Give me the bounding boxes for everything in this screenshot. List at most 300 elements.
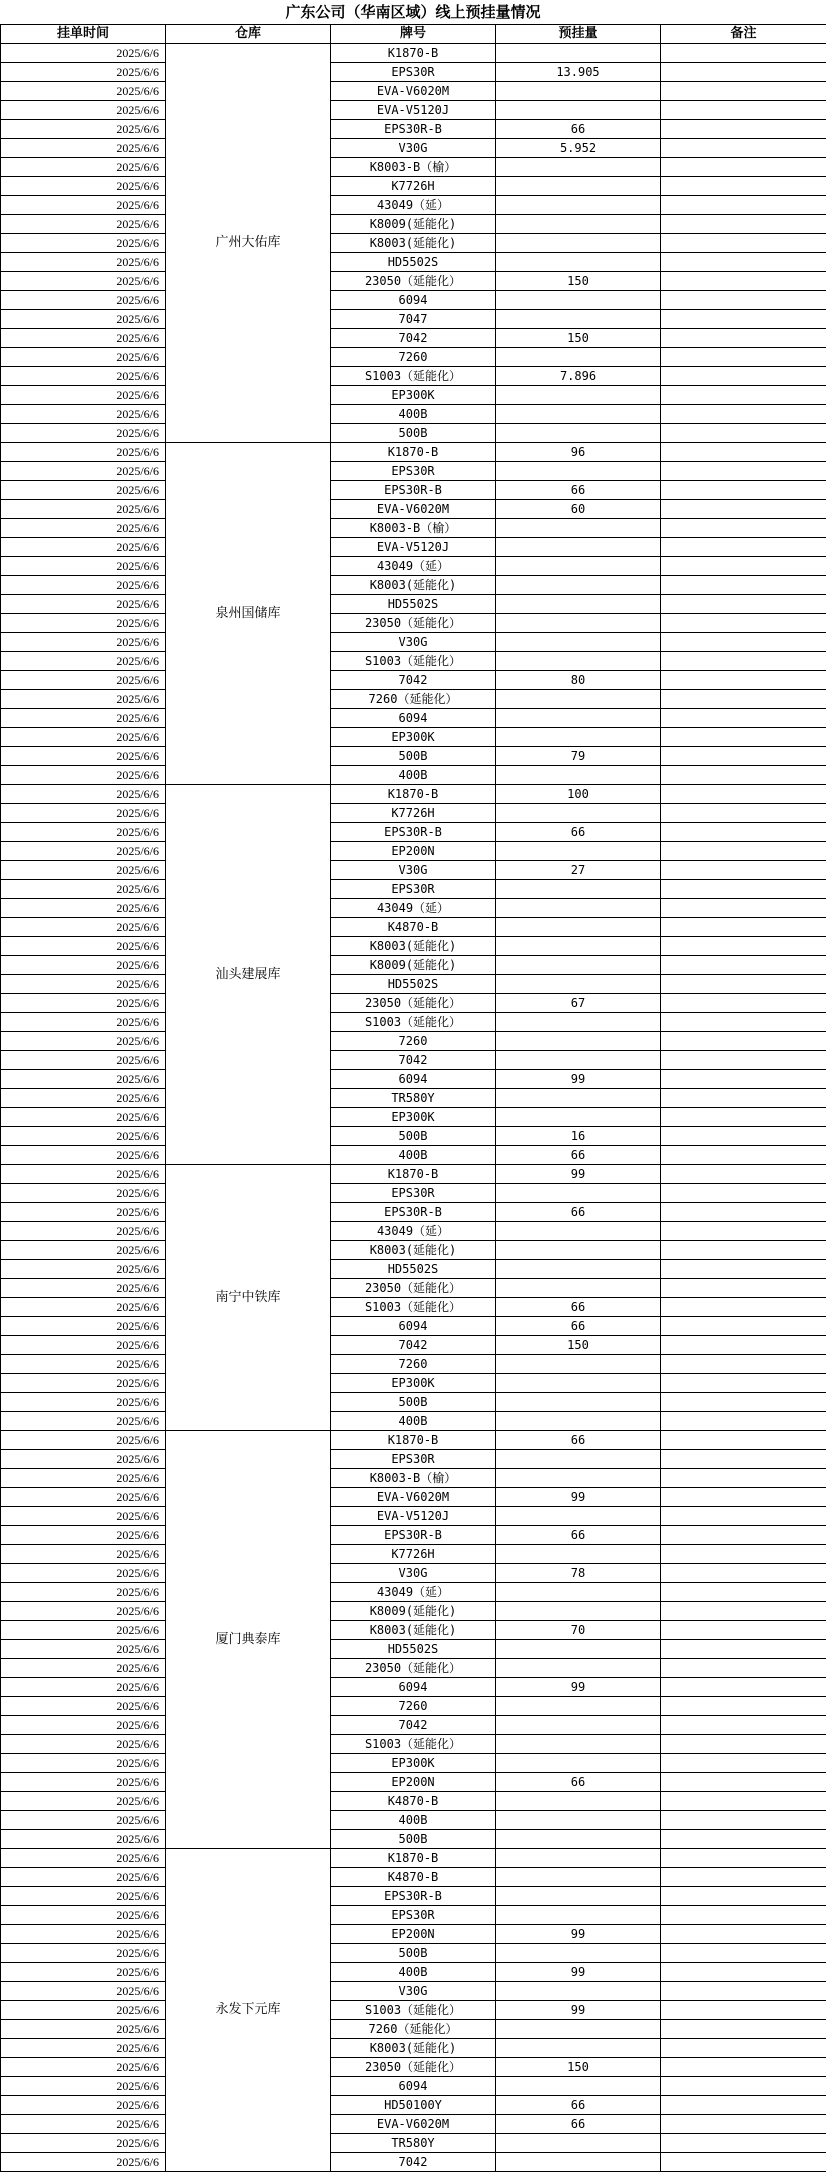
cell-remarks	[661, 2134, 826, 2153]
cell-remarks	[661, 557, 826, 576]
cell-grade: K7726H	[331, 804, 496, 823]
cell-quantity	[496, 557, 661, 576]
cell-warehouse: 广州大佑库	[166, 44, 331, 443]
cell-date: 2025/6/6	[1, 576, 166, 595]
cell-quantity: 99	[496, 1925, 661, 1944]
cell-date: 2025/6/6	[1, 1298, 166, 1317]
cell-quantity: 66	[496, 823, 661, 842]
table-row	[1, 1754, 826, 1773]
cell-grade: EVA-V5120J	[331, 1507, 496, 1526]
table-row	[1, 2020, 826, 2039]
cell-quantity: 99	[496, 1165, 661, 1184]
cell-grade: 500B	[331, 1393, 496, 1412]
cell-remarks	[661, 956, 826, 975]
cell-warehouse: 永发下元库	[166, 1849, 331, 2172]
cell-grade: EP200N	[331, 1773, 496, 1792]
cell-grade: TR580Y	[331, 1089, 496, 1108]
cell-date: 2025/6/6	[1, 1830, 166, 1849]
table-row	[1, 1868, 826, 1887]
header-row	[1, 25, 826, 44]
table-row	[1, 443, 826, 462]
table-row	[1, 234, 826, 253]
cell-date: 2025/6/6	[1, 1792, 166, 1811]
cell-grade: 400B	[331, 1146, 496, 1165]
cell-date: 2025/6/6	[1, 1127, 166, 1146]
cell-remarks	[661, 1526, 826, 1545]
cell-remarks	[661, 1564, 826, 1583]
cell-grade: V30G	[331, 861, 496, 880]
cell-remarks	[661, 1963, 826, 1982]
cell-grade: 43049（延）	[331, 557, 496, 576]
cell-quantity: 99	[496, 1070, 661, 1089]
cell-date: 2025/6/6	[1, 1811, 166, 1830]
table-row	[1, 1659, 826, 1678]
cell-date: 2025/6/6	[1, 1507, 166, 1526]
cell-date: 2025/6/6	[1, 728, 166, 747]
cell-quantity	[496, 82, 661, 101]
table-row	[1, 1070, 826, 1089]
cell-grade: 6094	[331, 1678, 496, 1697]
cell-date: 2025/6/6	[1, 196, 166, 215]
cell-grade: K8003(延能化)	[331, 234, 496, 253]
cell-quantity	[496, 595, 661, 614]
cell-remarks	[661, 1849, 826, 1868]
cell-quantity	[496, 1241, 661, 1260]
cell-quantity	[496, 291, 661, 310]
table-row	[1, 1032, 826, 1051]
cell-quantity	[496, 1849, 661, 1868]
table-row	[1, 804, 826, 823]
cell-grade: 400B	[331, 1963, 496, 1982]
cell-remarks	[661, 1355, 826, 1374]
cell-grade: K1870-B	[331, 1849, 496, 1868]
table-row	[1, 1944, 826, 1963]
cell-remarks	[661, 329, 826, 348]
cell-quantity	[496, 44, 661, 63]
table-row	[1, 1260, 826, 1279]
cell-date: 2025/6/6	[1, 1013, 166, 1032]
cell-date: 2025/6/6	[1, 595, 166, 614]
table-row	[1, 1925, 826, 1944]
cell-date: 2025/6/6	[1, 1545, 166, 1564]
cell-remarks	[661, 1393, 826, 1412]
cell-grade: K8003(延能化)	[331, 1621, 496, 1640]
cell-remarks	[661, 1545, 826, 1564]
table-row	[1, 1222, 826, 1241]
table-row	[1, 652, 826, 671]
cell-grade: HD50100Y	[331, 2096, 496, 2115]
cell-date: 2025/6/6	[1, 785, 166, 804]
cell-remarks	[661, 82, 826, 101]
cell-grade: 43049（延）	[331, 1583, 496, 1602]
cell-date: 2025/6/6	[1, 1089, 166, 1108]
cell-quantity	[496, 1507, 661, 1526]
table-row	[1, 291, 826, 310]
cell-remarks	[661, 386, 826, 405]
cell-quantity	[496, 196, 661, 215]
cell-remarks	[661, 519, 826, 538]
header-grade: 牌号	[331, 25, 496, 44]
table-row	[1, 1279, 826, 1298]
header-remarks: 备注	[661, 25, 826, 44]
cell-date: 2025/6/6	[1, 1032, 166, 1051]
cell-grade: HD5502S	[331, 1260, 496, 1279]
cell-date: 2025/6/6	[1, 804, 166, 823]
cell-grade: K1870-B	[331, 1431, 496, 1450]
cell-remarks	[661, 614, 826, 633]
cell-remarks	[661, 1792, 826, 1811]
cell-date: 2025/6/6	[1, 956, 166, 975]
cell-date: 2025/6/6	[1, 1431, 166, 1450]
cell-remarks	[661, 196, 826, 215]
cell-date: 2025/6/6	[1, 1146, 166, 1165]
table-row	[1, 1811, 826, 1830]
table-row	[1, 861, 826, 880]
cell-remarks	[661, 671, 826, 690]
cell-grade: HD5502S	[331, 595, 496, 614]
cell-quantity	[496, 1583, 661, 1602]
cell-grade: 43049（延）	[331, 1222, 496, 1241]
cell-remarks	[661, 462, 826, 481]
cell-quantity: 99	[496, 1678, 661, 1697]
table-row	[1, 348, 826, 367]
cell-quantity	[496, 1469, 661, 1488]
table-row	[1, 196, 826, 215]
table-row	[1, 880, 826, 899]
cell-quantity	[496, 1944, 661, 1963]
table-row	[1, 1773, 826, 1792]
table-row	[1, 1583, 826, 1602]
cell-quantity	[496, 234, 661, 253]
table-row	[1, 994, 826, 1013]
cell-quantity	[496, 1640, 661, 1659]
cell-grade: EP300K	[331, 1754, 496, 1773]
cell-grade: TR580Y	[331, 2134, 496, 2153]
cell-quantity: 60	[496, 500, 661, 519]
cell-date: 2025/6/6	[1, 1678, 166, 1697]
cell-quantity	[496, 348, 661, 367]
cell-grade: 500B	[331, 1830, 496, 1849]
cell-grade: EVA-V6020M	[331, 500, 496, 519]
cell-remarks	[661, 1108, 826, 1127]
cell-grade: 7042	[331, 1716, 496, 1735]
table-row	[1, 1982, 826, 2001]
cell-grade: K8003-B（榆）	[331, 158, 496, 177]
cell-remarks	[661, 1602, 826, 1621]
cell-quantity	[496, 1906, 661, 1925]
cell-quantity	[496, 158, 661, 177]
cell-grade: K8003-B（榆）	[331, 519, 496, 538]
cell-grade: EPS30R-B	[331, 823, 496, 842]
cell-quantity: 16	[496, 1127, 661, 1146]
cell-grade: 400B	[331, 1412, 496, 1431]
cell-date: 2025/6/6	[1, 462, 166, 481]
table-row	[1, 2115, 826, 2134]
cell-quantity	[496, 842, 661, 861]
cell-date: 2025/6/6	[1, 234, 166, 253]
cell-remarks	[661, 1773, 826, 1792]
cell-quantity: 66	[496, 481, 661, 500]
cell-quantity	[496, 1659, 661, 1678]
cell-date: 2025/6/6	[1, 386, 166, 405]
table-row	[1, 2058, 826, 2077]
cell-warehouse: 泉州国储库	[166, 443, 331, 785]
table-row	[1, 1241, 826, 1260]
table-row	[1, 500, 826, 519]
cell-grade: S1003（延能化）	[331, 1735, 496, 1754]
cell-date: 2025/6/6	[1, 1241, 166, 1260]
table-row	[1, 1545, 826, 1564]
cell-grade: 6094	[331, 2077, 496, 2096]
cell-date: 2025/6/6	[1, 1944, 166, 1963]
cell-quantity	[496, 1051, 661, 1070]
cell-grade: S1003（延能化）	[331, 2001, 496, 2020]
cell-remarks	[661, 1412, 826, 1431]
cell-grade: EVA-V6020M	[331, 2115, 496, 2134]
cell-remarks	[661, 1469, 826, 1488]
cell-quantity	[496, 1982, 661, 2001]
cell-grade: 6094	[331, 1317, 496, 1336]
cell-remarks	[661, 804, 826, 823]
cell-grade: HD5502S	[331, 1640, 496, 1659]
cell-remarks	[661, 1982, 826, 2001]
cell-quantity: 67	[496, 994, 661, 1013]
cell-grade: EVA-V5120J	[331, 101, 496, 120]
cell-date: 2025/6/6	[1, 1602, 166, 1621]
cell-grade: K8009(延能化)	[331, 215, 496, 234]
cell-warehouse: 厦门典泰库	[166, 1431, 331, 1849]
table-row	[1, 1412, 826, 1431]
cell-quantity	[496, 1108, 661, 1127]
cell-remarks	[661, 2153, 826, 2172]
cell-remarks	[661, 253, 826, 272]
table-row	[1, 1127, 826, 1146]
cell-remarks	[661, 500, 826, 519]
cell-date: 2025/6/6	[1, 348, 166, 367]
cell-date: 2025/6/6	[1, 880, 166, 899]
cell-quantity	[496, 386, 661, 405]
cell-date: 2025/6/6	[1, 63, 166, 82]
cell-quantity	[496, 2020, 661, 2039]
table-row	[1, 1849, 826, 1868]
cell-date: 2025/6/6	[1, 1982, 166, 2001]
cell-grade: 23050（延能化）	[331, 1279, 496, 1298]
cell-grade: K4870-B	[331, 1868, 496, 1887]
cell-grade: 7047	[331, 310, 496, 329]
cell-grade: 500B	[331, 424, 496, 443]
table-row	[1, 1507, 826, 1526]
cell-grade: K8009(延能化)	[331, 1602, 496, 1621]
cell-grade: EPS30R-B	[331, 1887, 496, 1906]
cell-grade: 6094	[331, 709, 496, 728]
cell-quantity	[496, 1013, 661, 1032]
table-row	[1, 1051, 826, 1070]
cell-quantity	[496, 1412, 661, 1431]
cell-remarks	[661, 576, 826, 595]
cell-remarks	[661, 633, 826, 652]
table-row	[1, 1203, 826, 1222]
cell-quantity	[496, 177, 661, 196]
cell-remarks	[661, 1906, 826, 1925]
cell-grade: 23050（延能化）	[331, 1659, 496, 1678]
table-row	[1, 1374, 826, 1393]
cell-quantity: 66	[496, 120, 661, 139]
cell-quantity	[496, 728, 661, 747]
table-row	[1, 272, 826, 291]
cell-grade: HD5502S	[331, 253, 496, 272]
cell-quantity	[496, 880, 661, 899]
cell-date: 2025/6/6	[1, 139, 166, 158]
cell-date: 2025/6/6	[1, 1355, 166, 1374]
cell-remarks	[661, 1298, 826, 1317]
cell-remarks	[661, 1583, 826, 1602]
table-row	[1, 747, 826, 766]
cell-date: 2025/6/6	[1, 2020, 166, 2039]
cell-remarks	[661, 1374, 826, 1393]
cell-grade: 7260	[331, 1697, 496, 1716]
cell-date: 2025/6/6	[1, 2001, 166, 2020]
cell-quantity: 150	[496, 2058, 661, 2077]
cell-date: 2025/6/6	[1, 215, 166, 234]
table-row	[1, 1298, 826, 1317]
cell-date: 2025/6/6	[1, 842, 166, 861]
cell-remarks	[661, 1621, 826, 1640]
cell-quantity	[496, 975, 661, 994]
cell-quantity: 99	[496, 1963, 661, 1982]
cell-remarks	[661, 1431, 826, 1450]
cell-quantity	[496, 405, 661, 424]
table-row	[1, 82, 826, 101]
cell-quantity	[496, 253, 661, 272]
cell-remarks	[661, 994, 826, 1013]
cell-date: 2025/6/6	[1, 253, 166, 272]
cell-remarks	[661, 652, 826, 671]
cell-remarks	[661, 1716, 826, 1735]
cell-grade: 7042	[331, 2153, 496, 2172]
cell-date: 2025/6/6	[1, 1925, 166, 1944]
cell-grade: 7260	[331, 348, 496, 367]
cell-quantity: 5.952	[496, 139, 661, 158]
header-warehouse: 仓库	[166, 25, 331, 44]
cell-date: 2025/6/6	[1, 1279, 166, 1298]
cell-remarks	[661, 367, 826, 386]
cell-remarks	[661, 215, 826, 234]
cell-quantity	[496, 956, 661, 975]
cell-remarks	[661, 2039, 826, 2058]
cell-remarks	[661, 1127, 826, 1146]
table-row	[1, 2153, 826, 2172]
cell-grade: V30G	[331, 633, 496, 652]
cell-quantity	[496, 1355, 661, 1374]
cell-grade: EPS30R	[331, 462, 496, 481]
table-row	[1, 614, 826, 633]
cell-remarks	[661, 1279, 826, 1298]
cell-quantity	[496, 1716, 661, 1735]
cell-date: 2025/6/6	[1, 2077, 166, 2096]
cell-quantity	[496, 2153, 661, 2172]
cell-grade: 7260（延能化）	[331, 2020, 496, 2039]
table-row	[1, 2096, 826, 2115]
cell-grade: 7042	[331, 1051, 496, 1070]
cell-grade: EPS30R-B	[331, 1526, 496, 1545]
table-row	[1, 1906, 826, 1925]
cell-grade: 7260（延能化）	[331, 690, 496, 709]
table-row	[1, 367, 826, 386]
cell-remarks	[661, 310, 826, 329]
table-row	[1, 310, 826, 329]
cell-quantity	[496, 633, 661, 652]
table-row	[1, 1488, 826, 1507]
cell-date: 2025/6/6	[1, 2115, 166, 2134]
cell-date: 2025/6/6	[1, 519, 166, 538]
cell-date: 2025/6/6	[1, 1374, 166, 1393]
cell-grade: 23050（延能化）	[331, 994, 496, 1013]
cell-quantity: 99	[496, 1488, 661, 1507]
table-row	[1, 2077, 826, 2096]
cell-quantity	[496, 614, 661, 633]
table-row	[1, 728, 826, 747]
cell-date: 2025/6/6	[1, 918, 166, 937]
cell-date: 2025/6/6	[1, 177, 166, 196]
cell-remarks	[661, 481, 826, 500]
cell-date: 2025/6/6	[1, 1203, 166, 1222]
cell-remarks	[661, 2001, 826, 2020]
table-row	[1, 1013, 826, 1032]
cell-quantity: 13.905	[496, 63, 661, 82]
cell-remarks	[661, 1697, 826, 1716]
cell-quantity	[496, 937, 661, 956]
cell-date: 2025/6/6	[1, 1165, 166, 1184]
cell-date: 2025/6/6	[1, 633, 166, 652]
cell-grade: K8003(延能化)	[331, 576, 496, 595]
table-row	[1, 1336, 826, 1355]
cell-grade: 500B	[331, 747, 496, 766]
cell-quantity: 66	[496, 2115, 661, 2134]
cell-quantity	[496, 1260, 661, 1279]
cell-quantity: 66	[496, 1317, 661, 1336]
cell-remarks	[661, 1925, 826, 1944]
cell-date: 2025/6/6	[1, 101, 166, 120]
cell-remarks	[661, 1507, 826, 1526]
cell-quantity: 100	[496, 785, 661, 804]
cell-remarks	[661, 1735, 826, 1754]
cell-quantity	[496, 576, 661, 595]
table-row	[1, 1317, 826, 1336]
table-row	[1, 785, 826, 804]
cell-grade: V30G	[331, 1982, 496, 2001]
table-row	[1, 139, 826, 158]
cell-quantity: 150	[496, 272, 661, 291]
header-quantity: 预挂量	[496, 25, 661, 44]
table-row	[1, 44, 826, 63]
cell-date: 2025/6/6	[1, 367, 166, 386]
cell-quantity	[496, 1735, 661, 1754]
cell-remarks	[661, 899, 826, 918]
cell-quantity	[496, 709, 661, 728]
table-row	[1, 177, 826, 196]
table-row	[1, 538, 826, 557]
cell-quantity: 80	[496, 671, 661, 690]
cell-grade: K7726H	[331, 177, 496, 196]
cell-quantity	[496, 652, 661, 671]
cell-date: 2025/6/6	[1, 1222, 166, 1241]
cell-remarks	[661, 595, 826, 614]
cell-remarks	[661, 2058, 826, 2077]
cell-remarks	[661, 101, 826, 120]
table-row	[1, 690, 826, 709]
cell-date: 2025/6/6	[1, 1070, 166, 1089]
cell-grade: 43049（延）	[331, 196, 496, 215]
